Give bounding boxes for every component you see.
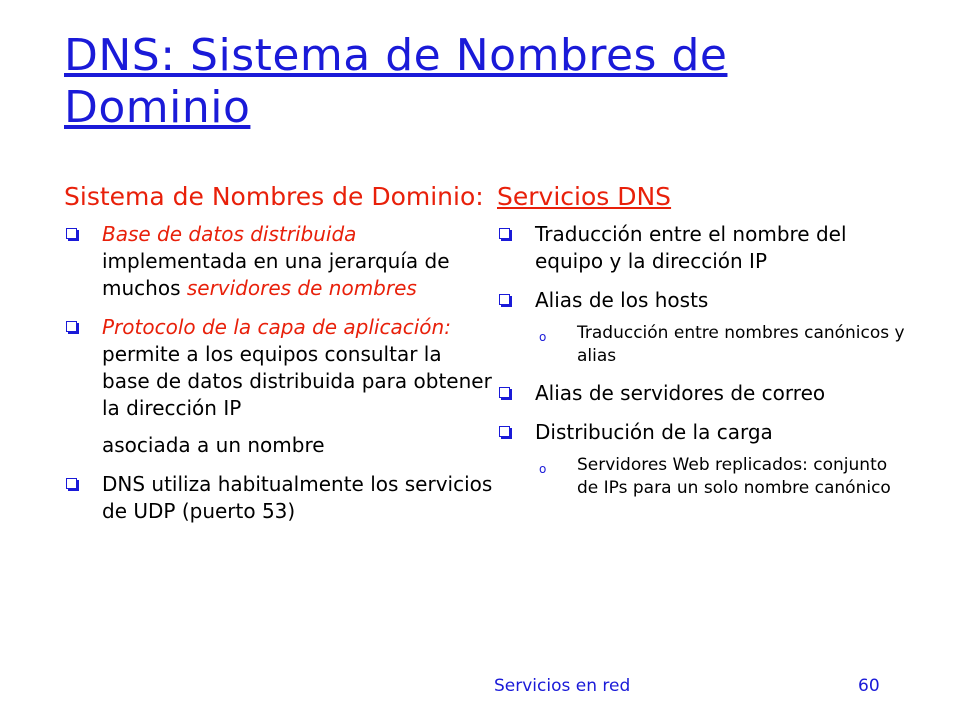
- bullet-host-alias: Alias de los hosts: [497, 287, 907, 314]
- bullet-distributed-db: Base de datos distribuida implementada en una jerarquía de muchos servidores de nombres: [64, 221, 494, 302]
- left-heading: Sistema de Nombres de Dominio:: [64, 182, 484, 211]
- checkbox-bullet-icon: [499, 228, 510, 239]
- checkbox-bullet-icon: [66, 321, 77, 332]
- slide-title: DNS: Sistema de Nombres de Dominio: [64, 30, 728, 133]
- checkbox-bullet-icon: [499, 387, 510, 398]
- left-bullet-list-2: [64, 471, 494, 525]
- footer-section-label: Servicios en red: [494, 676, 631, 696]
- bullet-udp: DNS utiliza habitualmente los servicios de UDP (puerto 53): [64, 471, 494, 525]
- bullet-application-protocol: Protocolo de la capa de aplicación: permite a los equipos consultar la base de datos distribuida para obtener la dirección IP: [64, 314, 494, 422]
- right-heading: Servicios DNS: [497, 182, 672, 211]
- left-bullet-list: [64, 221, 494, 422]
- right-column: [497, 180, 907, 512]
- subbullet-canonical: o Traducción entre nombres canónicos y alias: [539, 323, 905, 366]
- page-number: 60: [858, 676, 880, 696]
- circle-bullet-icon: o: [539, 330, 547, 344]
- bullet-continuation: asociada a un nombre: [102, 433, 325, 457]
- checkbox-bullet-icon: [499, 426, 510, 437]
- right-bullet-list: [497, 221, 907, 500]
- bullet-name-translation: Traducción entre el nombre del equipo y la dirección IP: [497, 221, 907, 275]
- bullet-load-distribution: Distribución de la carga: [497, 419, 907, 446]
- checkbox-bullet-icon: [66, 228, 77, 239]
- checkbox-bullet-icon: [66, 478, 77, 489]
- checkbox-bullet-icon: [499, 294, 510, 305]
- subbullet-replicated-servers: o Servidores Web replicados: conjunto de IPs para un solo nombre canónico: [539, 455, 891, 498]
- circle-bullet-icon: o: [539, 462, 547, 476]
- left-column: [64, 180, 494, 537]
- bullet-mail-alias: Alias de servidores de correo: [497, 380, 907, 407]
